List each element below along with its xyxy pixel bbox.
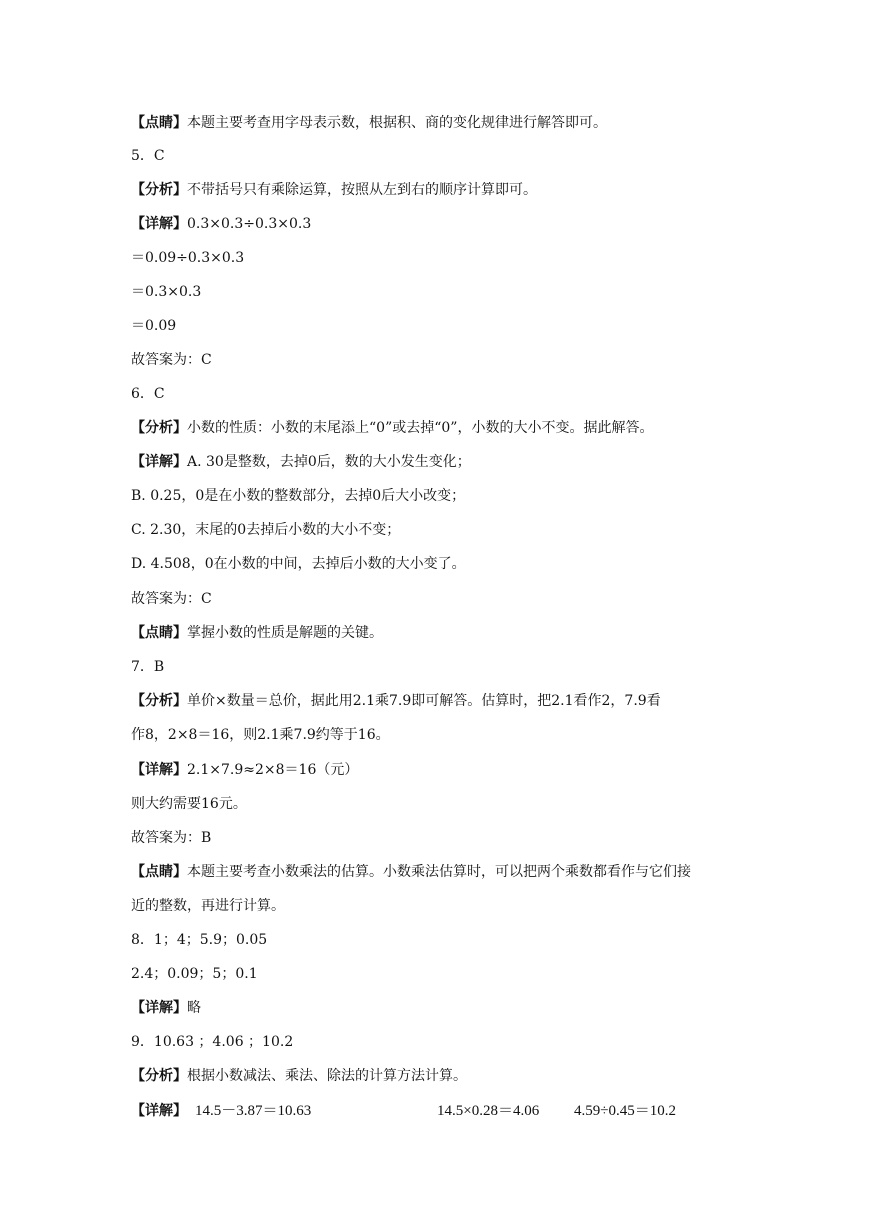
line-text: 根据小数减法、乘法、除法的计算方法计算。	[187, 1068, 467, 1084]
line-text: 小数的性质：小数的末尾添上“0”或去掉“0”，小数的大小不变。据此解答。	[187, 420, 654, 436]
text-line	[131, 554, 466, 574]
line-text: A. 30是整数，去掉0后，数的大小发生变化；	[187, 454, 471, 470]
line-text: 作8，2×8＝16，则2.1乘7.9约等于16。	[131, 727, 390, 743]
line-text: D. 4.508，0在小数的中间，去掉后小数的大小变了。	[131, 556, 466, 572]
text-line	[131, 180, 537, 200]
text-line	[131, 725, 390, 745]
text-line	[131, 113, 607, 133]
text-line	[131, 623, 383, 643]
text-line	[131, 691, 661, 711]
line-text: 7．B	[131, 659, 165, 675]
line-text: C. 2.30，末尾的0去掉后小数的大小不变；	[131, 522, 401, 538]
text-line	[131, 964, 258, 984]
text-line	[131, 862, 691, 882]
line-text: 2.1×7.9≈2×8＝16（元）	[187, 762, 359, 778]
text-line	[131, 930, 267, 950]
text-line	[131, 350, 212, 370]
line-text: 8．1；4；5.9；0.05	[131, 932, 268, 948]
text-line	[131, 1032, 293, 1052]
line-text: 不带括号只有乘除运算，按照从左到右的顺序计算即可。	[187, 182, 537, 198]
section-tag: 【点睛】	[131, 115, 187, 131]
section-tag: 【分析】	[131, 420, 187, 436]
line-text: 则大约需要16元。	[131, 796, 247, 812]
line-text: 单价×数量＝总价，据此用2.1乘7.9即可解答。估算时，把2.1看作2，7.9看	[187, 693, 661, 709]
text-line	[131, 384, 165, 404]
line-text: ＝0.3×0.3	[131, 284, 202, 300]
line-text: 略	[187, 1000, 201, 1016]
text-line	[131, 452, 471, 472]
text-line	[131, 1066, 467, 1086]
line-text: ＝0.09÷0.3×0.3	[131, 250, 245, 266]
expression-multiplication: 14.5×0.28＝4.06	[437, 1103, 540, 1119]
text-line	[131, 486, 465, 506]
line-text: 故答案为：C	[131, 591, 212, 607]
text-line	[131, 520, 400, 540]
section-tag: 【点睛】	[131, 625, 187, 641]
line-text: 0.3×0.3÷0.3×0.3	[187, 216, 312, 232]
text-line	[131, 896, 285, 916]
line-text: ＝0.09	[131, 318, 177, 334]
line-text: 本题主要考查用字母表示数，根据积、商的变化规律进行解答即可。	[187, 115, 607, 131]
line-text: 5．C	[131, 148, 165, 164]
section-tag: 【点睛】	[131, 864, 187, 880]
line-text: 6．C	[131, 386, 165, 402]
text-line	[131, 418, 653, 438]
line-text: B. 0.25，0是在小数的整数部分，去掉0后大小改变；	[131, 488, 466, 504]
text-line	[131, 589, 212, 609]
text-line	[131, 146, 165, 166]
text-line	[131, 657, 164, 677]
line-text: 2.4；0.09；5；0.1	[131, 966, 258, 982]
text-line	[131, 998, 201, 1018]
text-line	[131, 248, 244, 268]
text-line	[131, 282, 201, 302]
line-text: 近的整数，再进行计算。	[131, 898, 285, 914]
text-line	[131, 760, 358, 780]
section-tag: 【分析】	[131, 1068, 187, 1084]
line-text: 掌握小数的性质是解题的关键。	[187, 625, 383, 641]
section-tag: 【详解】	[131, 454, 187, 470]
line-text: 9．10.63 ；4.06 ；10.2	[131, 1034, 294, 1050]
section-tag: 【分析】	[131, 693, 187, 709]
text-line	[131, 828, 211, 848]
expression-division: 4.59÷0.45＝10.2	[574, 1103, 676, 1119]
section-tag: 【分析】	[131, 182, 187, 198]
text-line	[131, 316, 176, 336]
section-tag: 【详解】	[131, 1103, 187, 1119]
line-text: 故答案为：B	[131, 830, 212, 846]
section-tag: 【详解】	[131, 1000, 187, 1016]
section-tag: 【详解】	[131, 762, 187, 778]
text-line	[131, 214, 311, 234]
text-line	[131, 794, 247, 814]
line-text: 本题主要考查小数乘法的估算。小数乘法估算时，可以把两个乘数都看作与它们接	[187, 864, 691, 880]
detail-line-9	[131, 1101, 751, 1121]
expression-subtraction: 14.5－3.87＝10.63	[195, 1103, 312, 1119]
line-text: 故答案为：C	[131, 352, 212, 368]
section-tag: 【详解】	[131, 216, 187, 232]
